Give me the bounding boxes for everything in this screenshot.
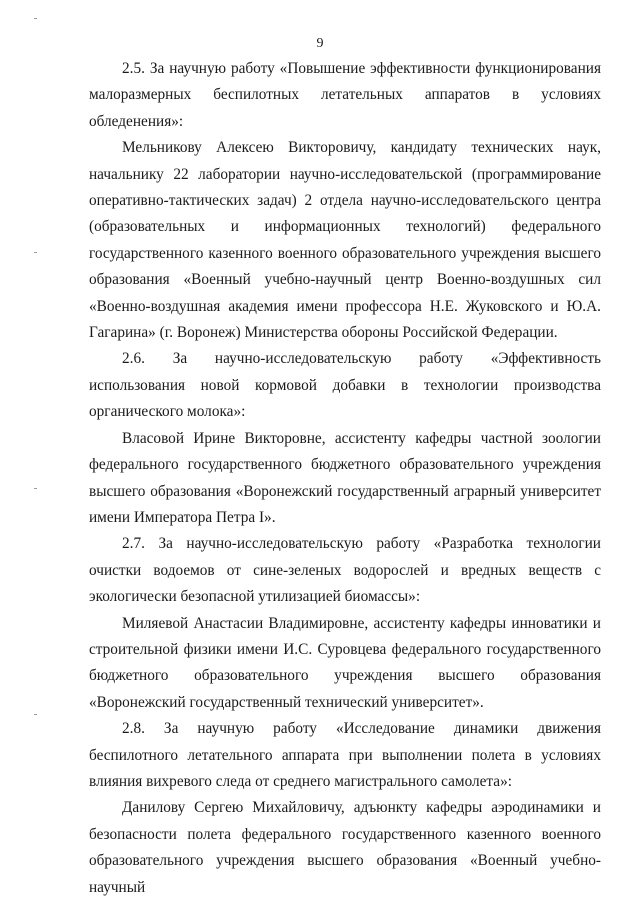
scan-margin-mark [34, 714, 37, 715]
document-body [89, 56, 601, 901]
scan-margin-mark [34, 18, 37, 19]
award-paragraph-2-6: 2.6. За научно-исследовательскую работу «Эффективность использования новой кормовой добавки в технологии производства органического молока»: [89, 350, 601, 421]
award-paragraph-2-7: 2.7. За научно-исследовательскую работу «Разработка технологии очистки водоемов от сине-зеленых водорослей и вредных веществ с экологически безопасной утилизацией биомассы»: [89, 535, 601, 606]
scan-margin-mark [34, 488, 37, 489]
recipient-paragraph-melnikov: Мельникову Алексею Викторовичу, кандидату технических наук, начальнику 22 лаборатории научно-исследовательской (программирование оперативно-тактических задач) 2 отдела научно-исследовательского центра (образовательных и информационных технологий) федерального государственного казенного военного образовательного учреждения высшего образования «Военный учебно-научный центр Военно-воздушных сил «Военно-воздушная академия имени профессора Н.Е. Жуковского и Ю.А. Гагарина» (г. Воронеж) Министерства обороны Российской Федерации. [89, 139, 601, 342]
recipient-paragraph-vlasova: Власовой Ирине Викторовне, ассистенту кафедры частной зоологии федерального государственного бюджетного образовательного учреждения высшего образования «Воронежский государственный аграрный университет имени Императора Петра I». [89, 429, 601, 526]
award-paragraph-2-8: 2.8. За научную работу «Исследование динамики движения беспилотного летательного аппарата при выполнении полета в условиях влияния вихревого следа от среднего магистрального самолета»: [89, 720, 601, 790]
award-paragraph-2-5: 2.5. За научную работу «Повышение эффективности функционирования малоразмерных беспилотных летательных аппаратов в условиях обледенения»: [89, 60, 601, 130]
recipient-paragraph-danilov: Данилову Сергею Михайловичу, адъюнкту кафедры аэродинамики и безопасности полета федерального государственного казенного военного образовательного учреждения высшего образования «Военный учебно-научный [89, 799, 601, 896]
recipient-paragraph-milyaeva: Миляевой Анастасии Владимировне, ассистенту кафедры инноватики и строительной физики имени И.С. Суровцева федерального государственного бюджетного образовательного учреждения высшего образования «Воронежский государственный технический университет». [89, 614, 601, 711]
page-number: 9 [316, 36, 324, 51]
scan-margin-mark [34, 252, 37, 253]
